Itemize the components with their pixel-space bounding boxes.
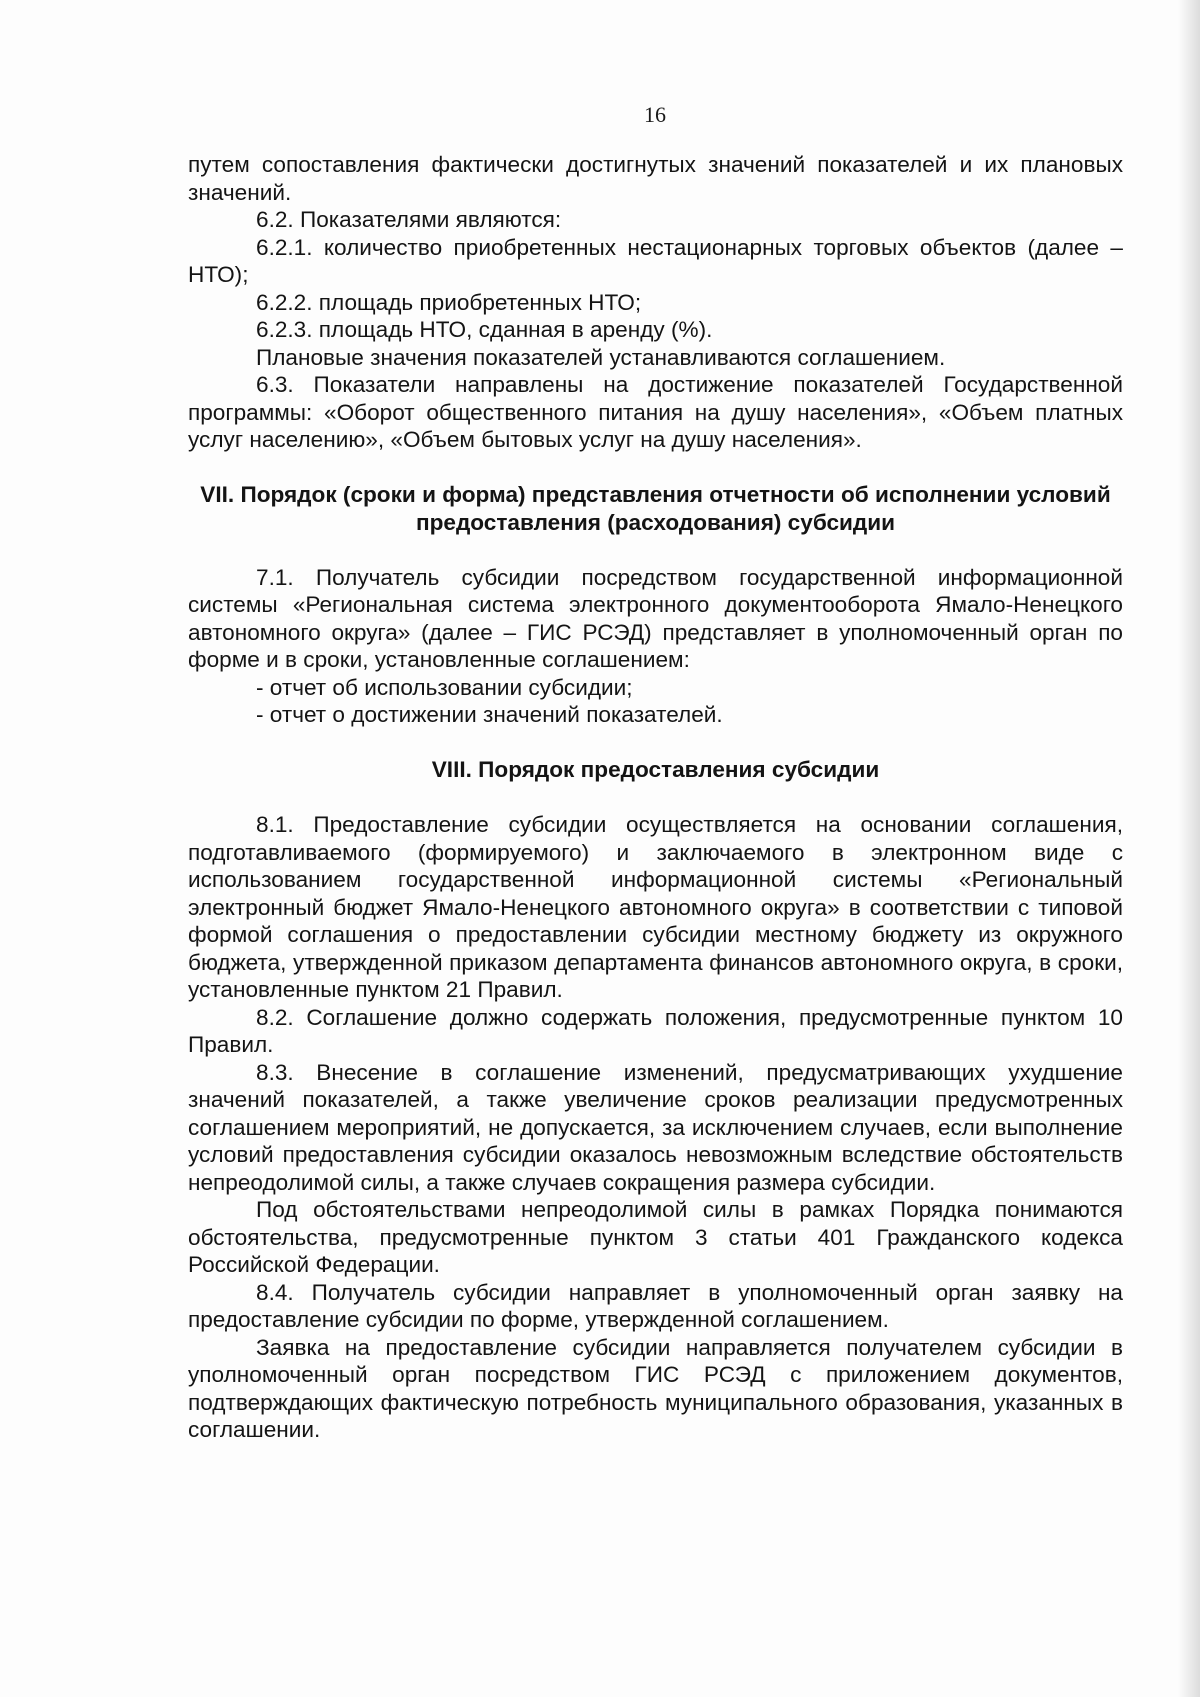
- paragraph-application: Заявка на предоставление субсидии направляется получателем субсидии в уполномоченный орган посредством ГИС РСЭД с приложением документов, подтверждающих фактическую потребность муниципального образования, указанных в соглашении.: [188, 1334, 1123, 1442]
- scan-edge-shadow: [1178, 0, 1200, 1697]
- page-number: 16: [644, 102, 666, 127]
- paragraph-8-4: 8.4. Получатель субсидии направляет в уполномоченный орган заявку на предоставление субсидии по форме, утвержденной соглашением.: [188, 1279, 1123, 1332]
- paragraph-6-1-cont: путем сопоставления фактически достигнутых значений показателей и их плановых значений.: [188, 152, 1123, 205]
- paragraph-6-2-2: 6.2.2. площадь приобретенных НТО;: [256, 289, 642, 315]
- section-7-heading: VII. Порядок (сроки и форма) представления отчетности об исполнении условий предоставления (расходования) субсидии: [200, 482, 1111, 535]
- spacer: [188, 536, 1123, 564]
- document-body: [188, 151, 1123, 1444]
- paragraph-6-2-3: 6.2.3. площадь НТО, сданная в аренду (%).: [256, 317, 713, 342]
- list-item-indicators-report: - отчет о достижении значений показателей.: [256, 702, 723, 727]
- paragraph-8-1: 8.1. Предоставление субсидии осуществляется на основании соглашения, подготавливаемого (формируемого) и заключаемого в электронном виде с использованием государственной информационной системы «Региональный электронный бюджет Ямало-Ненецкого автономного округа» в соответствии с типовой формой соглашения о предоставлении субсидии местному бюджету из окружного бюджета, утвержденной приказом департамента финансов автономного округа, в сроки, установленные пунктом 21 Правил.: [188, 812, 1123, 1002]
- paragraph-planned-values: Плановые значения показателей устанавливаются соглашением.: [256, 344, 946, 370]
- spacer: [188, 454, 1123, 482]
- spacer: [188, 729, 1123, 757]
- paragraph-8-2: 8.2. Соглашение должно содержать положения, предусмотренные пунктом 10 Правил.: [188, 1004, 1123, 1057]
- spacer: [188, 784, 1123, 812]
- paragraph-force-majeure: Под обстоятельствами непреодолимой силы в рамках Порядка понимаются обстоятельства, предусмотренные пунктом 3 статьи 401 Гражданского кодекса Российской Федерации.: [188, 1197, 1123, 1277]
- paragraph-8-3: 8.3. Внесение в соглашение изменений, предусматривающих ухудшение значений показателей, а также увеличение сроков реализации предусмотренных соглашением мероприятий, не допускается, за исключением случаев, если выполнение условий предоставления субсидии оказалось невозможным вследствие обстоятельств непреодолимой силы, а также случаев сокращения размера субсидии.: [188, 1059, 1123, 1195]
- paragraph-6-2-1: 6.2.1. количество приобретенных нестационарных торговых объектов (далее – НТО);: [188, 234, 1123, 287]
- paragraph-6-3: 6.3. Показатели направлены на достижение показателей Государственной программы: «Оборот общественного питания на душу населения», «Объем платных услуг населению», «Объем бытовых услуг на душу населения».: [188, 372, 1123, 452]
- paragraph-7-1: 7.1. Получатель субсидии посредством государственной информационной системы «Региональная система электронного документооборота Ямало-Ненецкого автономного округа» (далее – ГИС РСЭД) представляет в уполномоченный орган по форме и в сроки, установленные соглашением:: [188, 564, 1123, 672]
- paragraph-6-2: 6.2. Показателями являются:: [256, 207, 562, 232]
- section-8-heading: VIII. Порядок предоставления субсидии: [431, 757, 880, 782]
- list-item-usage-report: - отчет об использовании субсидии;: [256, 674, 633, 700]
